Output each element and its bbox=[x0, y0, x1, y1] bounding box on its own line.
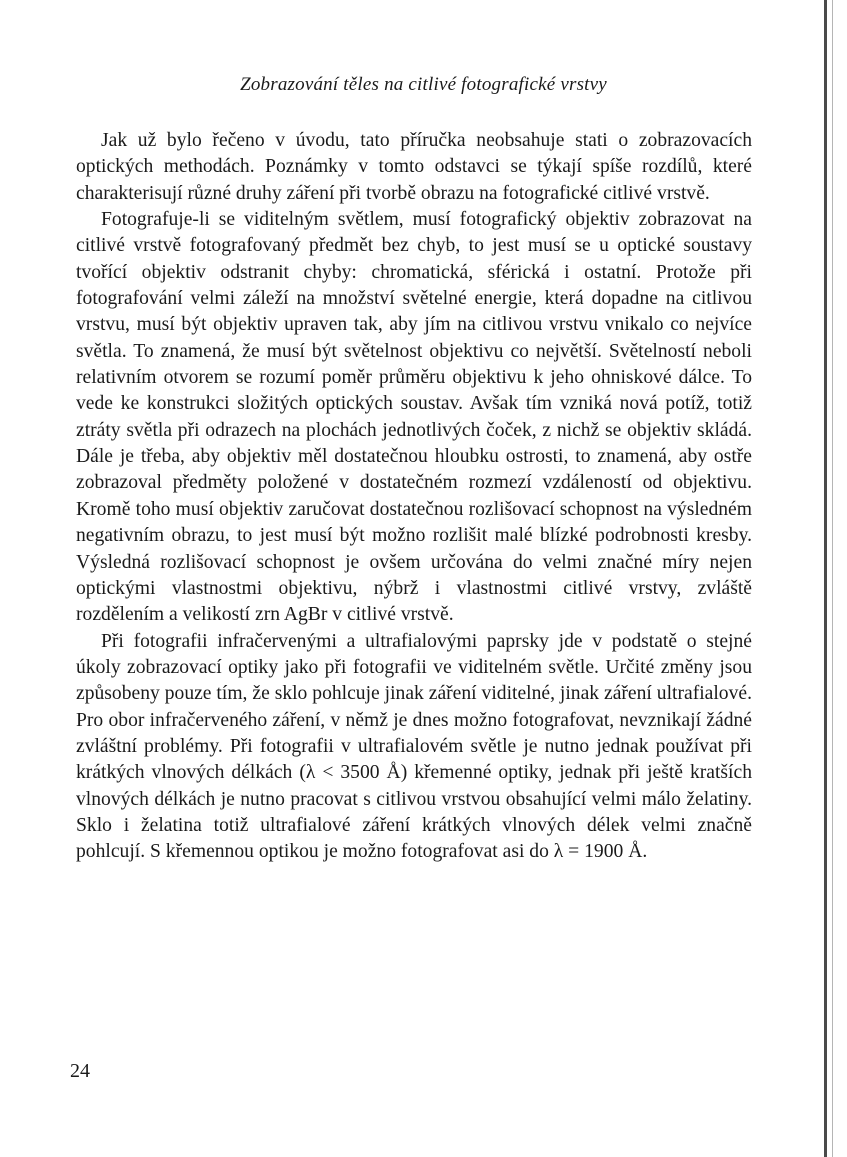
running-head: Zobrazování těles na citlivé fotografické vrstvy bbox=[240, 74, 607, 95]
paragraph-3: Při fotografii infračervenými a ultrafialovými paprsky jde v podstatě o stejné úkoly zobrazovací optiky jako při fotografii ve viditelném světle. Určité změny jsou způsobeny pouze tím, že sklo pohlcuje jinak záření viditelné, jinak záření ultrafialové. Pro obor infračerveného záření, v němž je dnes možno fotografovat, nevznikají žádné zvláštní problémy. Při fotografii v ultrafialovém světle je nutno jednak používat při krátkých vlnových délkách (λ < 3500 Å) křemenné optiky, jednak při ještě kratších vlnových délkách je nutno pracovat s citlivou vrstvou obsahující velmi málo želatiny. Sklo i želatina totiž ultrafialové záření krátkých vlnových délek velmi značně pohlcují. S křemennou optikou je možno fotografovat asi do λ = 1900 Å. bbox=[76, 630, 752, 863]
paragraph-2: Fotografuje-li se viditelným světlem, musí fotografický objektiv zobrazovat na citlivé vrstvě fotografovaný předmět bez chyb, to jest musí se u optické soustavy tvořící objektiv odstranit chyby: chromatická, sférická i ostatní. Protože při fotografování velmi záleží na množství světelné energie, která dopadne na citlivou vrstvu, musí být objektiv upraven tak, aby jím na citlivou vrstvu vnikalo co nejvíce světla. To znamená, že musí být světelnost objektivu co největší. Světelností neboli relativním otvorem se rozumí poměr průměru objektivu k jeho ohniskové dálce. To vede ke konstrukci složitých optických soustav. Avšak tím vzniká nová potíž, totiž ztráty světla při odrazech na plochách jednotlivých čoček, z nichž se objektiv skládá. Dále je třeba, aby objektiv měl dostatečnou hloubku ostrosti, to znamená, aby ostře zobrazoval předměty položené v dostatečném rozmezí vzdáleností od objektivu. Kromě toho musí objektiv zaručovat dostatečnou rozlišovací schopnost na výsledném negativním obrazu, to jest musí být možno rozlišit malé blízké podrobnosti kresby. Výsledná rozlišovací schopnost je ovšem určována do velmi značné míry nejen optickými vlastnostmi objektivu, nýbrž i vlastnostmi citlivé vrstvy, zvláště rozdělením a velikostí zrn AgBr v citlivé vrstvě. bbox=[76, 209, 752, 626]
body-text bbox=[76, 128, 752, 866]
scan-edge-shadow bbox=[832, 0, 833, 1157]
paragraph-1: Jak už bylo řečeno v úvodu, tato příručka neobsahuje stati o zobrazovacích optických methodách. Poznámky v tomto odstavci se týkají spíše rozdílů, které charakterisují různé druhy záření při tvorbě obrazu na fotografické citlivé vrstvě. bbox=[76, 130, 752, 204]
page-number: 24 bbox=[70, 1060, 90, 1082]
scan-edge bbox=[824, 0, 827, 1157]
